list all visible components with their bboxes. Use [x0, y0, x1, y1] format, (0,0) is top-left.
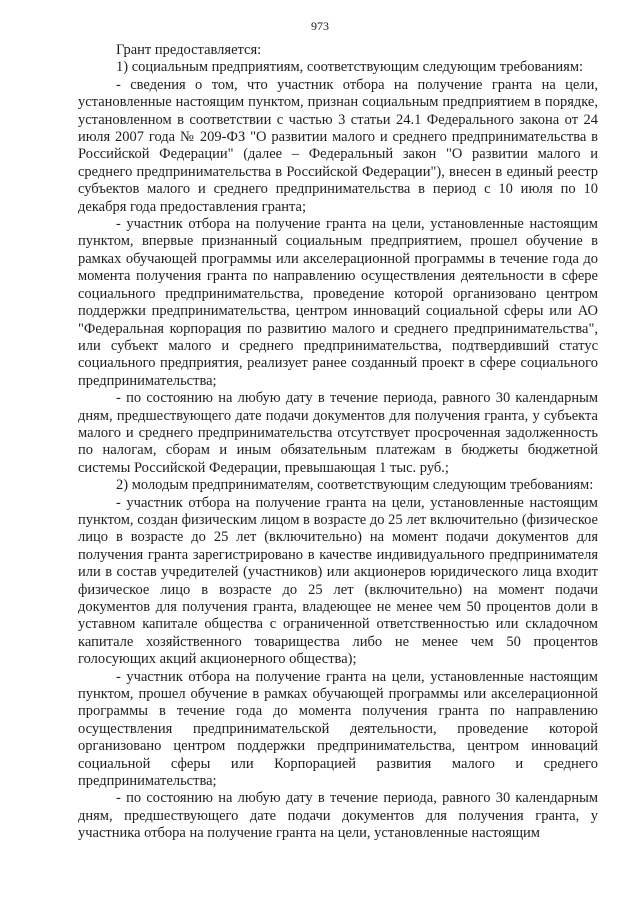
paragraph-young-age: - участник отбора на получение гранта на цели, установленные настоящим пунктом, создан физическим лицом в возрасте до 25 лет включительно (физическое лицо в возрасте до 25 лет (включительно) на момент подачи документов для получения гранта зарегистрировано в качестве индивидуального предпринимателя или в состав учредителей (участников) или акционеров юридического лица входит физическое лицо в возрасте до 25 лет (включительно) на момент подачи документов для получения гранта, владеющее не менее чем 50 процентов доли в уставном капитале общества с ограниченной ответственностью или складочном капитале хозяйственного товарищества либо не менее чем 50 процентов голосующих акций акционерного общества);	[78, 494, 598, 668]
page-number: 973	[311, 19, 329, 33]
paragraph-social-registry: - сведения о том, что участник отбора на получение гранта на цели, установленные настоящим пунктом, признан социальным предприятием в порядке, установленном в соответствии с частью 3 статьи 24.1 Федерального закона от 24 июля 2007 года № 209-ФЗ "О развитии малого и среднего предпринимательства в Российской Федерации" (далее – Федеральный закон "О развитии малого и среднего предпринимательства в Российской Федерации"), внесен в единый реестр субъектов малого и среднего предпринимательства в период с 10 июля по 10 декабря года предоставления гранта;	[78, 76, 598, 215]
paragraph-item-2-heading: 2) молодым предпринимателям, соответствующим следующим требованиям:	[116, 477, 594, 494]
paragraph-intro: Грант предоставляется:	[116, 42, 262, 58]
paragraph-young-debt: - по состоянию на любую дату в течение периода, равного 30 календарным дням, предшествующего дате подачи документов для получения гранта, у участника отбора на получение гранта на цели, установленные настоящим	[78, 790, 598, 842]
paragraph-social-debt: - по состоянию на любую дату в течение периода, равного 30 календарным дням, предшествующего дате подачи документов для получения гранта, у субъекта малого и среднего предпринимательства отсутствует просроченная задолженность по налогам, сборам и иным обязательным платежам в бюджеты бюджетной системы Российской Федерации, превышающая 1 тыс. руб.;	[78, 390, 598, 476]
paragraph-item-1-heading: 1) социальным предприятиям, соответствующим следующим требованиям:	[116, 59, 584, 76]
paragraph-social-training: - участник отбора на получение гранта на цели, установленные настоящим пунктом, впервые признанный социальным предприятием, прошел обучение в рамках обучающей программы или акселерационной программы в течение года до момента получения гранта по направлению осуществления деятельности в сфере социального предпринимательства, проведение которой организовано центром поддержки предпринимательства, центром инноваций социальной сферы или АО "Федеральная корпорация по развитию малого и среднего предпринимательства", или субъект малого и среднего предпринимательства, подтвердивший статус социального предприятия, реализует ранее созданный проект в сфере социального предпринимательства;	[78, 216, 598, 389]
paragraph-young-training: - участник отбора на получение гранта на цели, установленные настоящим пунктом, прошел обучение в рамках обучающей программы или акселерационной программы в течение года до момента получения гранта по направлению осуществления предпринимательской деятельности, проведение которой организовано центром поддержки предпринимательства, центром инноваций социальной сферы или Корпорацией развития малого и среднего предпринимательства;	[78, 668, 598, 790]
document-body	[78, 42, 598, 843]
